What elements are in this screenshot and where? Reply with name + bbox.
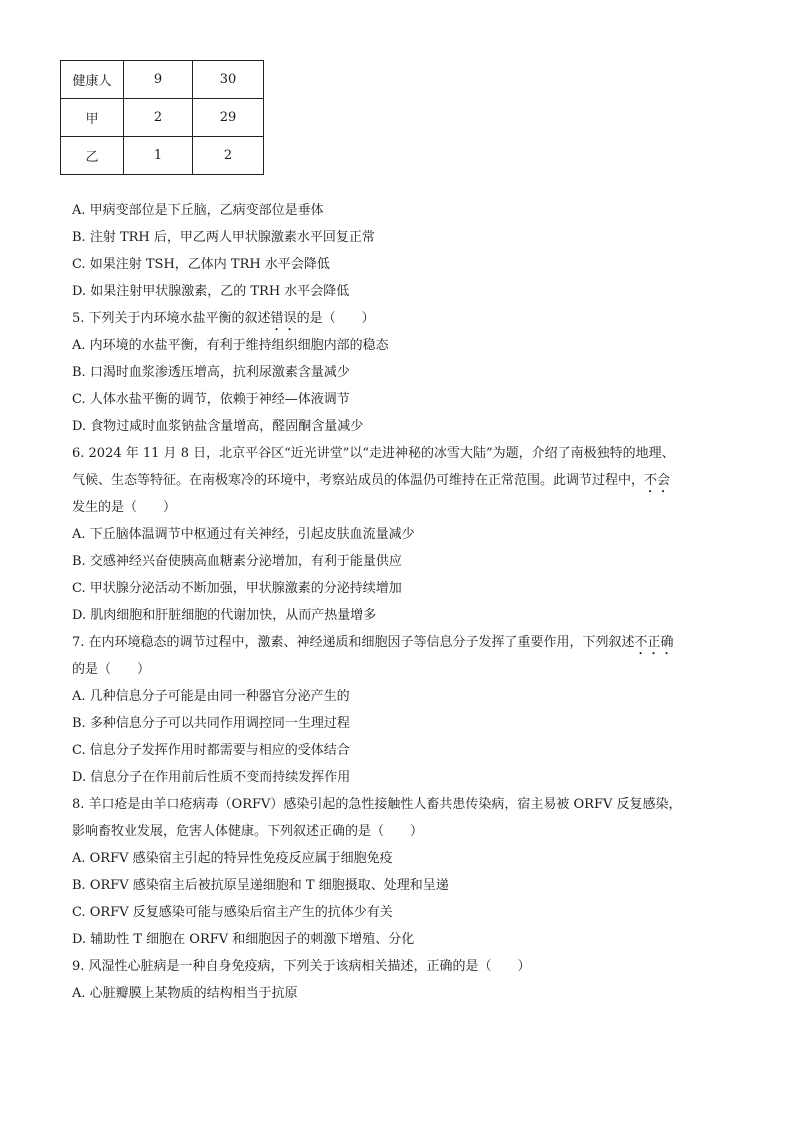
question-stem xyxy=(72,305,732,332)
stem-text: 的是（ ） xyxy=(296,311,375,326)
option-text: C. 信息分子发挥作用时都需要与相应的受体结合 xyxy=(72,743,350,758)
option-text: C. 甲状腺分泌活动不断加强，甲状腺激素的分泌持续增加 xyxy=(72,581,402,596)
option-text: B. 交感神经兴奋使胰高血糖素分泌增加，有利于能量供应 xyxy=(72,554,402,569)
option-text: A. 几种信息分子可能是由同一种器官分泌产生的 xyxy=(72,689,350,704)
table-cell: 29 xyxy=(193,99,264,137)
option-text: A. 下丘脑体温调节中枢通过有关神经，引起皮肤血流量减少 xyxy=(72,527,415,542)
question-stem: 影响畜牧业发展，危害人体健康。下列叙述正确的是（ ） xyxy=(72,824,424,839)
option-text: A. ORFV 感染宿主引起的特异性免疫反应属于细胞免疫 xyxy=(72,851,393,866)
table-cell: 30 xyxy=(193,61,264,99)
table-cell: 甲 xyxy=(61,99,124,137)
option-text: B. 口渴时血浆渗透压增高，抗利尿激素含量减少 xyxy=(72,365,350,380)
data-table xyxy=(60,60,264,175)
table-cell: 1 xyxy=(124,137,193,175)
option-text: B. 多种信息分子可以共同作用调控同一生理过程 xyxy=(72,716,350,731)
option-text: A. 内环境的水盐平衡，有利于维持组织细胞内部的稳态 xyxy=(72,338,389,353)
question-stem: 9. 风湿性心脏病是一种自身免疫病，下列关于该病相关描述，正确的是（ ） xyxy=(72,959,531,974)
table-row xyxy=(61,99,264,137)
question-stem: 的是（ ） xyxy=(72,662,151,677)
option-text: D. 食物过咸时血浆钠盐含量增高，醛固酮含量减少 xyxy=(72,419,364,434)
option-text: B. ORFV 感染宿主后被抗原呈递细胞和 T 细胞摄取、处理和呈递 xyxy=(72,878,449,893)
question-stem xyxy=(72,629,732,656)
option-text: D. 信息分子在作用前后性质不变而持续发挥作用 xyxy=(72,770,351,785)
table-row xyxy=(61,61,264,99)
stem-text: 7. 在内环境稳态的调节过程中，激素、神经递质和细胞因子等信息分子发挥了重要作用，下列叙述 xyxy=(72,635,635,650)
table-cell: 9 xyxy=(124,61,193,99)
question-stem: 发生的是（ ） xyxy=(72,500,177,515)
option-text: C. ORFV 反复感染可能与感染后宿主产生的抗体少有关 xyxy=(72,905,393,920)
table-cell: 2 xyxy=(124,99,193,137)
option-text: B. 注射 TRH 后，甲乙两人甲状腺激素水平回复正常 xyxy=(72,230,375,245)
option-text: C. 人体水盐平衡的调节，依赖于神经—体液调节 xyxy=(72,392,350,407)
option-text: D. 肌肉细胞和肝脏细胞的代谢加快，从而产热量增多 xyxy=(72,608,377,623)
option-text: D. 辅助性 T 细胞在 ORFV 和细胞因子的刺激下增殖、分化 xyxy=(72,932,415,947)
stem-text: 5. 下列关于内环境水盐平衡的叙述 xyxy=(72,311,271,326)
option-text: A. 甲病变部位是下丘脑，乙病变部位是垂体 xyxy=(72,203,324,218)
option-text: A. 心脏瓣膜上某物质的结构相当于抗原 xyxy=(72,986,298,1001)
table-cell: 乙 xyxy=(61,137,124,175)
question-stem: 8. 羊口疮是由羊口疮病毒（ORFV）感染引起的急性接触性人畜共患传染病，宿主易被 ORFV 反复感染， xyxy=(72,797,682,812)
table-cell: 健康人 xyxy=(61,61,124,99)
question-stem xyxy=(72,467,732,494)
option-text: D. 如果注射甲状腺激素，乙的 TRH 水平会降低 xyxy=(72,284,350,299)
question-content xyxy=(72,197,732,1007)
table-row xyxy=(61,137,264,175)
stem-text: 气候、生态等特征。在南极寒冷的环境中，考察站成员的体温仍可维持在正常范围。此调节过程中， xyxy=(72,473,645,488)
option-text: C. 如果注射 TSH，乙体内 TRH 水平会降低 xyxy=(72,257,330,272)
question-stem: 6. 2024 年 11 月 8 日，北京平谷区“近光讲堂”以“走进神秘的冰雪大陆”为题，介绍了南极独特的地理、 xyxy=(72,446,675,461)
table-cell: 2 xyxy=(193,137,264,175)
stem-emphasis: 不正确 xyxy=(634,635,674,650)
stem-emphasis: 错误 xyxy=(270,311,297,326)
stem-emphasis: 不会 xyxy=(644,473,671,488)
